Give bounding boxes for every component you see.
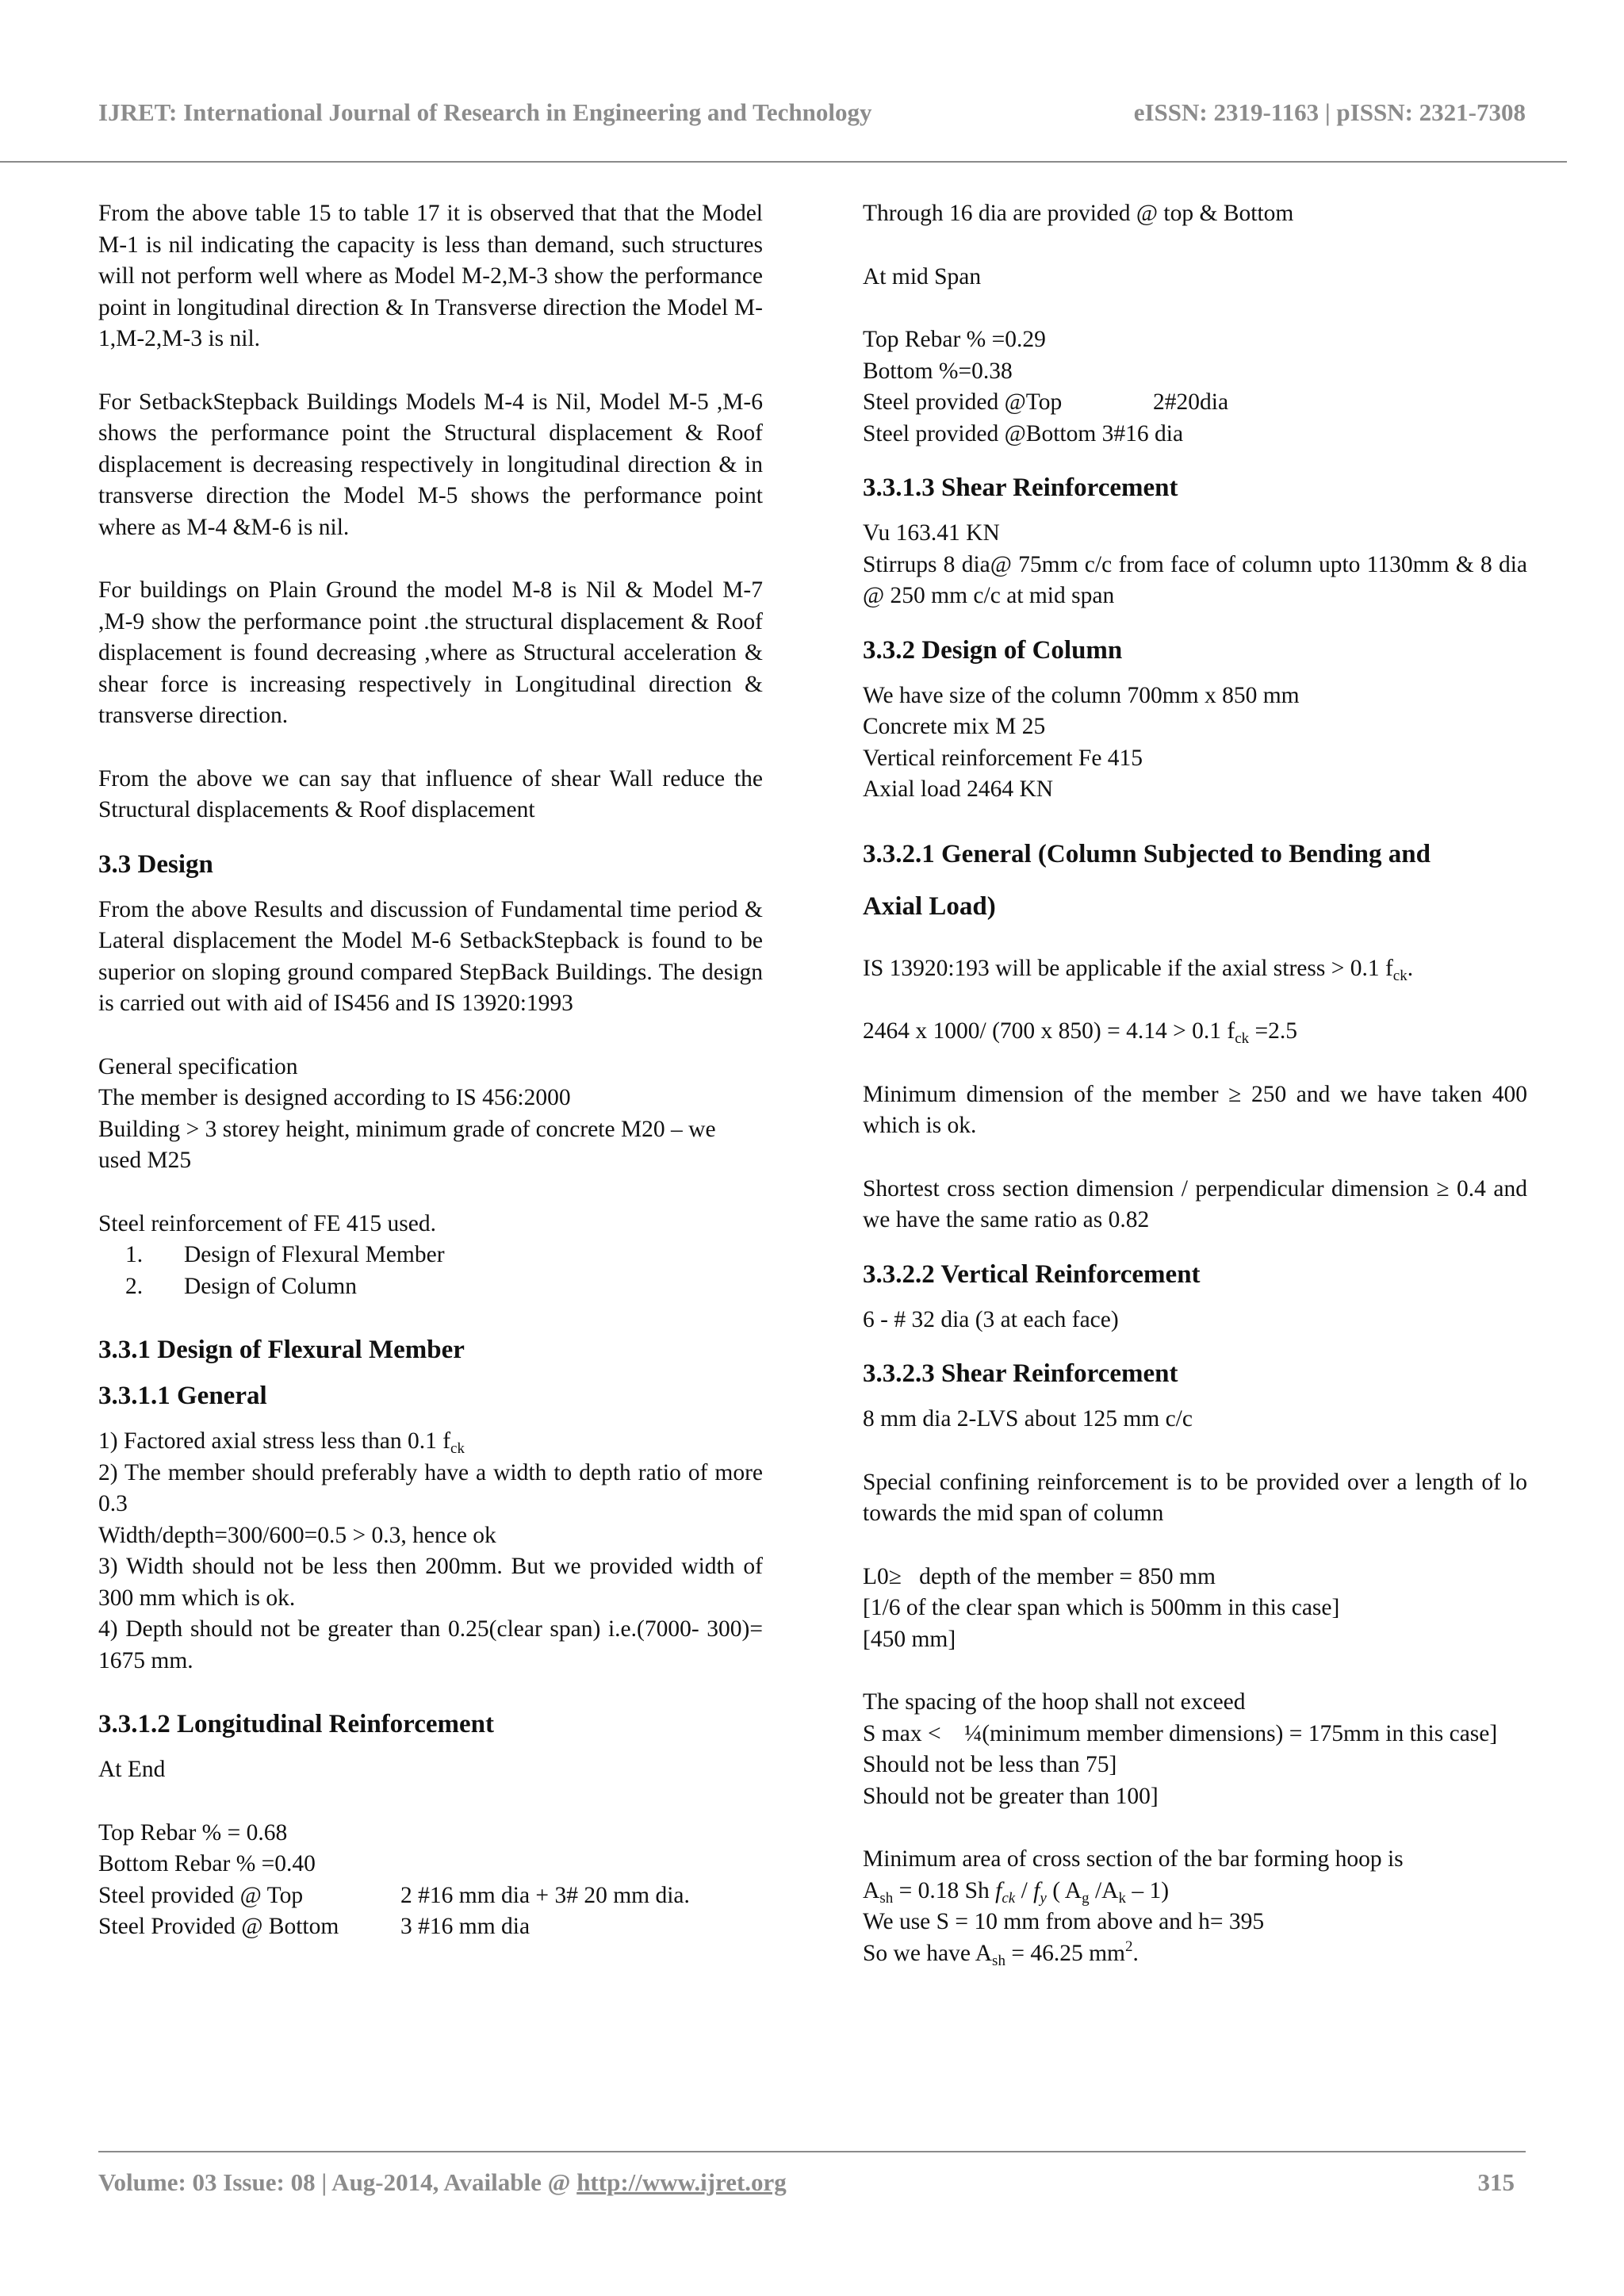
page-number: 315 — [1477, 2168, 1515, 2196]
calculation-text: 2464 x 1000/ (700 x 850) = 4.14 > 0.1 f — [863, 1018, 1235, 1044]
hoop-line: Should not be less than 75] — [863, 1752, 1117, 1777]
paragraph-design-intro: From the above Results and discussion of Fundamental time period & Lateral displacement the Model M-6 SetbackStepback is found to be superior on sloping ground compared StepBack Buildings. The design is carried out with aid of IS456 and IS 13920:1993 — [98, 896, 763, 1016]
concrete-mix: Concrete mix M 25 — [863, 714, 1046, 739]
l0-line: L0≥ depth of the member = 850 mm — [863, 1563, 1216, 1589]
left-column — [98, 198, 763, 1943]
volume-text: Volume: 03 Issue: 08 | Aug-2014, Available @ — [98, 2168, 577, 2196]
general-spec-line: Building > 3 storey height, minimum grade of concrete M20 – we used M25 — [98, 1116, 716, 1173]
list-text: Design of Column — [184, 1273, 357, 1299]
paragraph-shear-wall: From the above we can say that influence of shear Wall reduce the Structural displacements & Roof displacement — [98, 765, 763, 822]
formula-part: A — [863, 1877, 880, 1903]
general-conditions — [98, 1426, 763, 1677]
steel-bottom-value: 3 #16 mm dia — [400, 1914, 530, 1939]
formula-part: – 1) — [1125, 1877, 1170, 1903]
hoop-line: The spacing of the hoop shall not exceed — [863, 1689, 1246, 1715]
subscript-ck: ck — [1235, 1030, 1250, 1047]
subscript-k: k — [1118, 1889, 1126, 1907]
mid-steel-bottom: Steel provided @Bottom 3#16 dia — [863, 420, 1184, 447]
axial-stress-calculation — [863, 1016, 1527, 1048]
mid-steel-top-row — [863, 387, 1527, 419]
condition-2-check: Width/depth=300/600=0.5 > 0.3, hence ok — [98, 1522, 496, 1548]
journal-link[interactable]: http://www.ijret.org — [576, 2168, 787, 2196]
formula-part: f — [995, 1877, 1002, 1903]
hoop-spacing-block — [863, 1687, 1527, 1812]
column-size: We have size of the column 700mm x 850 mm — [863, 682, 1300, 708]
mid-bottom-rebar: Bottom %=0.38 — [863, 358, 1013, 384]
hoop-line: Should not be greater than 100] — [863, 1783, 1159, 1809]
section-heading-3-3-2-3: 3.3.2.3 Shear Reinforcement — [863, 1359, 1178, 1388]
subscript-ck: ck — [450, 1440, 465, 1457]
cross-section-ratio-text: Shortest cross section dimension / perpendicular dimension ≥ 0.4 and we have the same ratio as 0.82 — [863, 1175, 1527, 1232]
paragraph-observation: From the above table 15 to table 17 it is observed that that the Model M-1 is nil indicating the capacity is less than demand, such structures will not perform well where as Model M-2,M-3 show the performance point in longitudinal direction & In Transverse direction the Model M-1,M-2,M-3 is nil. — [98, 201, 763, 351]
running-header — [98, 98, 1526, 127]
subscript-sh: sh — [879, 1889, 894, 1907]
design-list — [98, 1240, 763, 1302]
mid-top-rebar: Top Rebar % =0.29 — [863, 327, 1046, 352]
section-heading-3-3-2-1 — [863, 828, 1527, 933]
formula-part: = 0.18 Sh — [893, 1877, 996, 1903]
paragraph-setback: For SetbackStepback Buildings Models M-4 is Nil, Model M-5 ,M-6 shows the performance point the Structural displacement & Roof displacement is decreasing respectively in longitudinal direction & in transverse direction the Model M-5 shows the performance point where as M-4 &M-6 is nil. — [98, 389, 763, 540]
period: . — [1407, 955, 1414, 981]
through-bars-text: Through 16 dia are provided @ top & Bottom — [863, 201, 1294, 226]
calculation-result: =2.5 — [1249, 1018, 1298, 1044]
subscript-y: y — [1040, 1889, 1047, 1907]
formula-part: /A — [1089, 1877, 1119, 1903]
end-reinforcement — [98, 1818, 763, 1943]
vu-value: Vu 163.41 KN — [863, 520, 1000, 546]
axial-load: Axial load 2464 KN — [863, 776, 1054, 802]
mid-span-label: At mid Span — [863, 263, 982, 289]
section-heading-3-3-2: 3.3.2 Design of Column — [863, 635, 1123, 665]
condition-1 — [98, 1426, 763, 1458]
l0-line: [1/6 of the clear span which is 500mm in this case] — [863, 1595, 1340, 1620]
top-rebar: Top Rebar % = 0.68 — [98, 1819, 288, 1846]
right-column — [863, 198, 1527, 1969]
length-l0-block — [863, 1562, 1527, 1656]
steel-top-value: 2 #16 mm dia + 3# 20 mm dia. — [400, 1882, 690, 1908]
result-value: = 46.25 mm — [1005, 1940, 1125, 1966]
mid-steel-top-value: 2#20dia — [1153, 389, 1229, 415]
lvs-text: 8 mm dia 2-LVS about 125 mm c/c — [863, 1406, 1193, 1432]
spacing-assumption: We use S = 10 mm from above and h= 395 — [863, 1909, 1265, 1934]
subscript-g: g — [1082, 1889, 1090, 1907]
general-specification — [98, 1052, 763, 1177]
running-footer — [98, 2168, 1515, 2197]
stirrups-text: Stirrups 8 dia@ 75mm c/c from face of column upto 1130mm & 8 dia @ 250 mm c/c at mid span — [863, 551, 1527, 608]
steel-bottom-row — [98, 1911, 763, 1943]
list-item — [98, 1240, 763, 1271]
bottom-rebar: Bottom Rebar % =0.40 — [98, 1851, 316, 1876]
section-heading-3-3: 3.3 Design — [98, 849, 213, 879]
list-item — [98, 1271, 763, 1303]
mid-span-reinforcement — [863, 324, 1527, 450]
vertical-reinforcement: Vertical reinforcement Fe 415 — [863, 745, 1143, 771]
hoop-line: S max < ¼(minimum member dimensions) = 175mm in this case] — [863, 1720, 1498, 1746]
condition-2: 2) The member should preferably have a width to depth ratio of more 0.3 — [98, 1459, 763, 1516]
hoop-area-result — [863, 1938, 1527, 1970]
journal-title: IJRET: International Journal of Research in Engineering and Technology — [98, 98, 872, 126]
section-heading-3-3-1: 3.3.1 Design of Flexural Member — [98, 1336, 465, 1364]
at-end-label: At End — [98, 1757, 166, 1782]
column-specs — [863, 680, 1527, 806]
subscript-ck: ck — [1002, 1889, 1016, 1907]
condition-4: 4) Depth should not be greater than 0.25(clear span) i.e.(7000- 300)= 1675 mm. — [98, 1616, 763, 1673]
general-spec-line: The member is designed according to IS 456:2000 — [98, 1085, 571, 1110]
steel-top-row — [98, 1880, 763, 1912]
list-text: Design of Flexural Member — [184, 1242, 445, 1267]
list-number: 1. — [125, 1242, 144, 1267]
section-heading-3-3-2-2: 3.3.2.2 Vertical Reinforcement — [863, 1259, 1201, 1289]
axial-stress-condition — [863, 953, 1527, 985]
paragraph-plain-ground: For buildings on Plain Ground the model M-8 is Nil & Model M-7 ,M-9 show the performance point .the structural displacement & Roof displacement is found decreasing ,where as Structural acceleration & shear force is increasing respectively in Longitudinal direction & transverse direction. — [98, 577, 763, 728]
formula-part: f — [1033, 1877, 1040, 1903]
minimum-dimension-text: Minimum dimension of the member ≥ 250 and we have taken 400 which is ok. — [863, 1081, 1527, 1138]
section-heading-3-3-1-1: 3.3.1.1 General — [98, 1382, 267, 1410]
hoop-area-formula — [863, 1876, 1527, 1907]
hoop-area-title: Minimum area of cross section of the bar forming hoop is — [863, 1846, 1404, 1872]
axial-stress-text: IS 13920:193 will be applicable if the axial stress > 0.1 f — [863, 955, 1393, 981]
heading-line-2: Axial Load) — [863, 891, 996, 921]
confining-reinforcement-text: Special confining reinforcement is to be provided over a length of lo towards the mid span of column — [863, 1469, 1527, 1526]
list-number: 2. — [125, 1273, 144, 1299]
period: . — [1132, 1940, 1139, 1966]
section-heading-3-3-1-2: 3.3.1.2 Longitudinal Reinforcement — [98, 1710, 494, 1738]
vertical-bars-text: 6 - # 32 dia (3 at each face) — [863, 1306, 1119, 1332]
steel-reinforcement-text: Steel reinforcement of FE 415 used. — [98, 1210, 436, 1236]
mid-steel-top-label: Steel provided @Top — [863, 389, 1063, 415]
steel-bottom-label: Steel Provided @ Bottom — [98, 1914, 339, 1939]
shear-reinforcement-text — [863, 518, 1527, 612]
section-heading-3-3-1-3: 3.3.1.3 Shear Reinforcement — [863, 473, 1178, 502]
hoop-area-block — [863, 1844, 1527, 1969]
formula-part: / — [1015, 1877, 1034, 1903]
condition-1-text: 1) Factored axial stress less than 0.1 f — [98, 1428, 451, 1454]
footer-divider — [98, 2151, 1526, 2152]
l0-line: [450 mm] — [863, 1626, 956, 1652]
header-divider — [0, 161, 1567, 163]
formula-part: ( A — [1046, 1877, 1082, 1903]
superscript-2: 2 — [1124, 1938, 1133, 1955]
heading-line-1: 3.3.2.1 General (Column Subjected to Bending and — [863, 839, 1431, 868]
general-spec-title: General specification — [98, 1053, 298, 1079]
subscript-sh: sh — [992, 1952, 1005, 1969]
steel-top-label: Steel provided @ Top — [98, 1882, 304, 1908]
footer-volume — [98, 2168, 787, 2197]
condition-3: 3) Width should not be less then 200mm. But we provided width of 300 mm which is ok. — [98, 1554, 763, 1611]
issn-info: eISSN: 2319-1163 | pISSN: 2321-7308 — [1133, 98, 1526, 126]
subscript-ck: ck — [1392, 967, 1408, 984]
result-text: So we have A — [863, 1940, 993, 1966]
